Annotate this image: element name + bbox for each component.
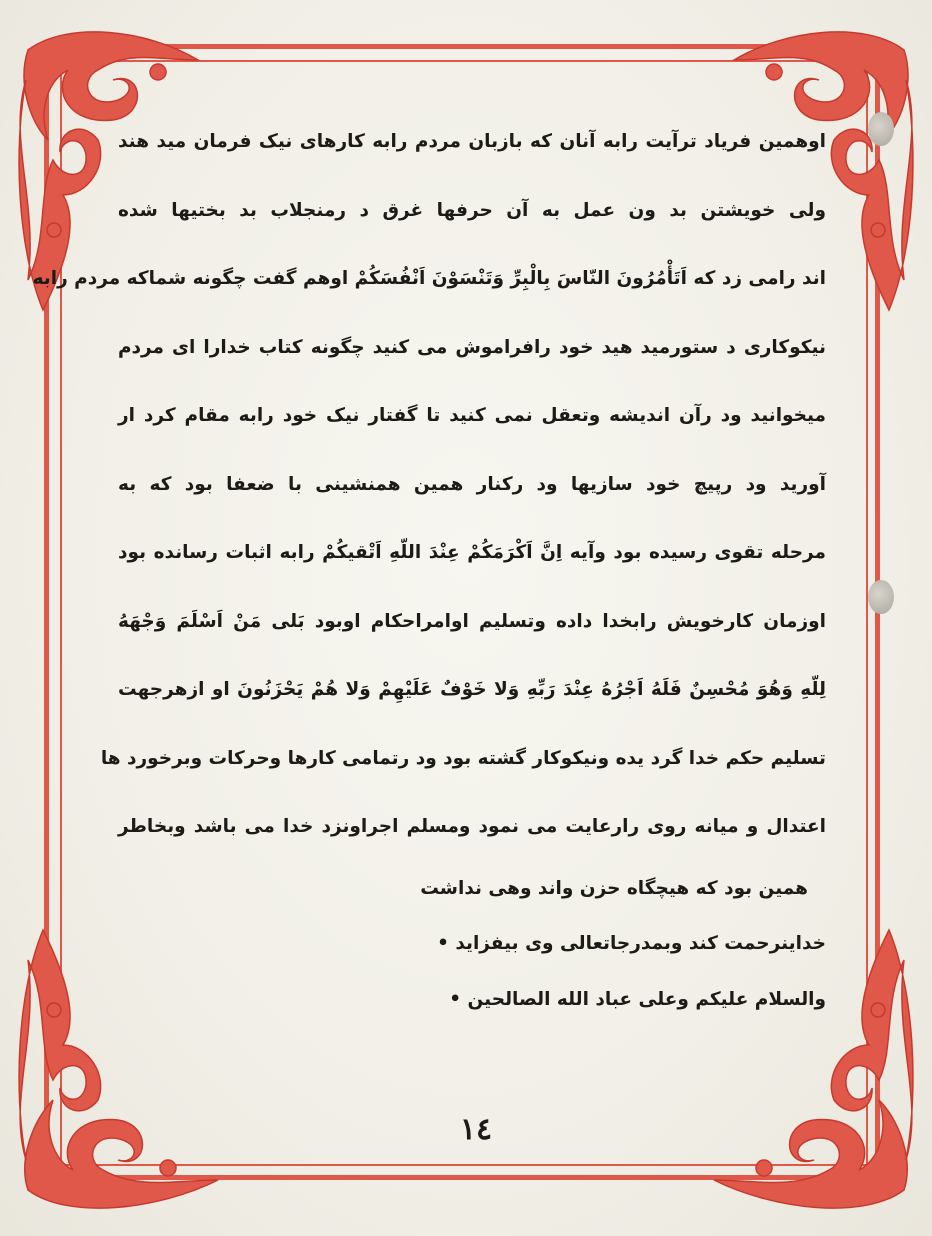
text-line: نیکوکاری د ستورمید هید خود رافراموش می کنید چگونه کتاب خدارا ای مردم <box>118 336 826 358</box>
text-line: مرحله تقوی رسیده بود وآیه اِنَّ اَکْرَمَکُمْ عِنْدَ اللّهِ اَتْقیکُمْ رابه اثبات رسانده بود <box>118 542 826 563</box>
text-line: تسلیم حکم خدا گرد یده ونیکوکار گشته بود ود رتمامی کارها وحرکات وبرخورد ها <box>100 747 826 769</box>
text-line: همین بود که هیچگاه حزن واند وهی نداشت <box>420 877 808 899</box>
page-number: ١٤ <box>459 1112 493 1147</box>
text-line: اعتدال و میانه روی رارعایت می نمود ومسلم اجراونزد خدا می باشد وبخاطر <box>118 816 826 837</box>
text-line: خداینرحمت کند وبمدرجاتعالی وی بیفزاید • <box>437 932 826 954</box>
text-line: اوهمین فریاد ترآیت رابه آنان که بازبان مردم رابه کارهای نیک فرمان مید هند <box>118 131 826 152</box>
text-line: آورید ود رپیچ خود سازیها ود رکنار همین همنشینی با ضعفا بود که به <box>118 473 826 495</box>
binder-hole-icon <box>868 580 894 614</box>
text-line: میخوانید ود رآن اندیشه وتعقل نمی کنید تا گفتار نیک خود رابه مقام کرد ار <box>118 405 826 426</box>
binder-hole-icon <box>868 112 894 146</box>
text-line: اند رامی زد که اَتَأْمُرُونَ النّاسَ بِالْبِرِّ وَتَنْسَوْنَ اَنْفُسَكُمْ اوهم گفت چگونه شماکه مردم رابه <box>32 268 826 289</box>
body-text <box>32 108 826 1028</box>
text-line: ولی خویشتن بد ون عمل به آن حرفها غرق د رمنجلاب بد بختیها شده <box>118 199 826 221</box>
text-line: اوزمان کارخویش رابخدا داده وتسلیم اوامراحکام اوبود بَلی مَنْ اَسْلَمَ وَجْهَهُ <box>118 610 826 632</box>
text-line: لِلّهِ وَهُوَ مُحْسِنٌ فَلَهُ اَجْرُهُ عِنْدَ رَبِّهِ وَلا خَوْفٌ عَلَیْهِمْ وَلا هُمْ یَحْزَنُونَ او ازهرجهت <box>118 679 826 700</box>
text-line: والسلام علیکم وعلی عباد الله الصالحین • <box>449 988 826 1010</box>
